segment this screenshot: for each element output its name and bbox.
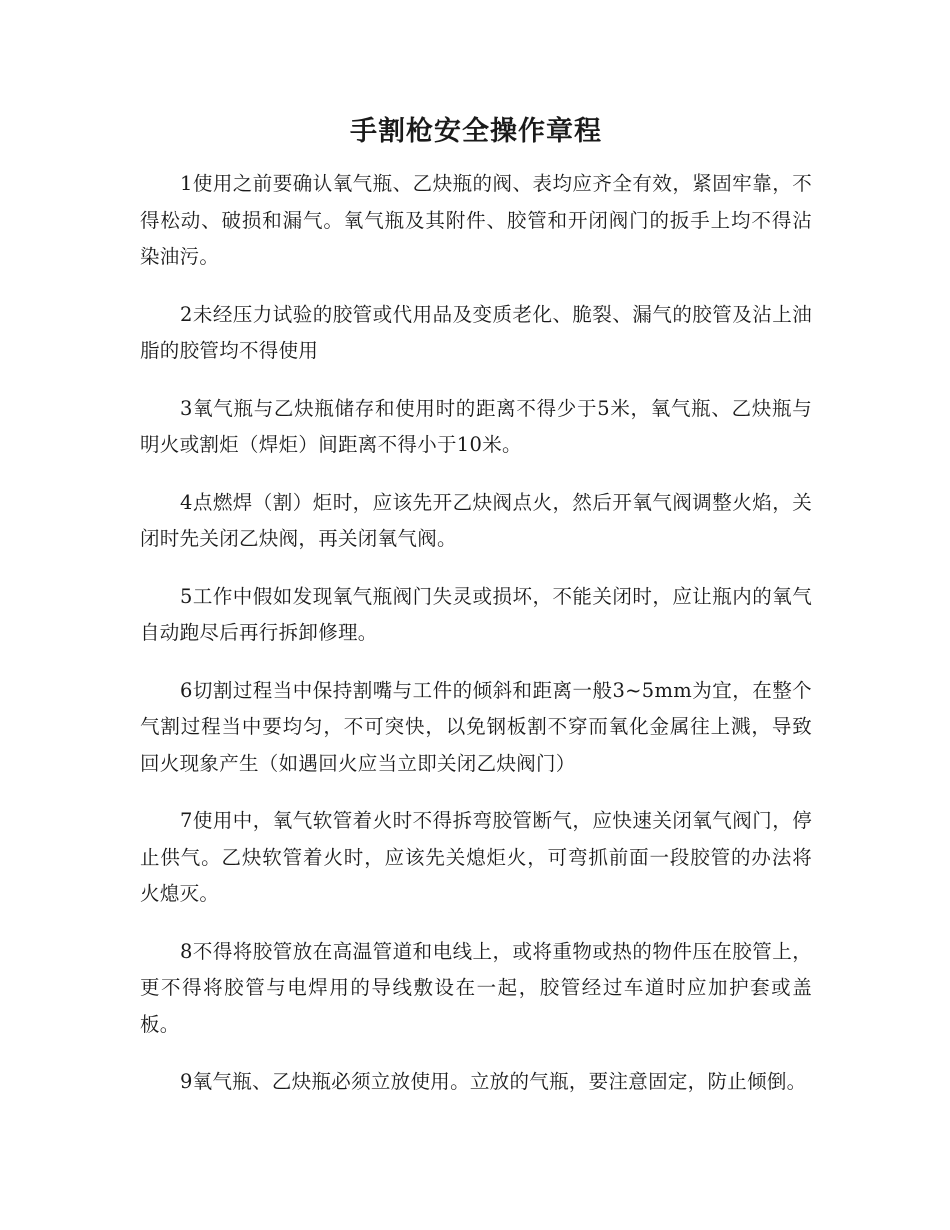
rule-paragraph-7: 7使用中，氧气软管着火时不得拆弯胶管断气，应快速关闭氧气阀门，停止供气。乙炔软管着火时，应该先关熄炬火，可弯抓前面一段胶管的办法将火熄灭。: [140, 809, 812, 905]
rule-paragraph-4: 4点燃焊（割）炬时，应该先开乙炔阀点火，然后开氧气阀调整火焰，关闭时先关闭乙炔阀，再关闭氧气阀。: [140, 490, 812, 550]
rule-paragraph-8: 8不得将胶管放在高温管道和电线上，或将重物或热的物件压在胶管上，更不得将胶管与电焊用的导线敷设在一起，胶管经过车道时应加护套或盖板。: [140, 939, 812, 1036]
rule-paragraph-2: 2未经压力试验的胶管或代用品及变质老化、脆裂、漏气的胶管及沾上油脂的胶管均不得使用: [140, 302, 812, 362]
rule-paragraph-6: 6切割过程当中保持割嘴与工件的倾斜和距离一般3~5mm为宜，在整个气割过程当中要均匀，不可突快，以免钢板割不穿而氧化金属往上溅，导致回火现象产生（如遇回火应当立即关闭乙炔阀门）: [140, 678, 812, 775]
document-page: [140, 112, 812, 1122]
document-title: 手割枪安全操作章程: [350, 116, 602, 147]
rule-paragraph-9: 9氧气瓶、乙炔瓶必须立放使用。立放的气瓶，要注意固定，防止倾倒。: [179, 1070, 807, 1093]
rule-paragraph-5: 5工作中假如发现氧气瓶阀门失灵或损坏，不能关闭时，应让瓶内的氧气自动跑尽后再行拆卸修理。: [140, 584, 812, 644]
rule-paragraph-3: 3氧气瓶与乙炔瓶储存和使用时的距离不得少于5米，氧气瓶、乙炔瓶与明火或割炬（焊炬）间距离不得小于10米。: [140, 396, 812, 456]
rule-paragraph-1: 1使用之前要确认氧气瓶、乙炔瓶的阀、表均应齐全有效，紧固牢靠，不得松动、破损和漏气。氧气瓶及其附件、胶管和开闭阀门的扳手上均不得沾染油污。: [140, 172, 812, 268]
